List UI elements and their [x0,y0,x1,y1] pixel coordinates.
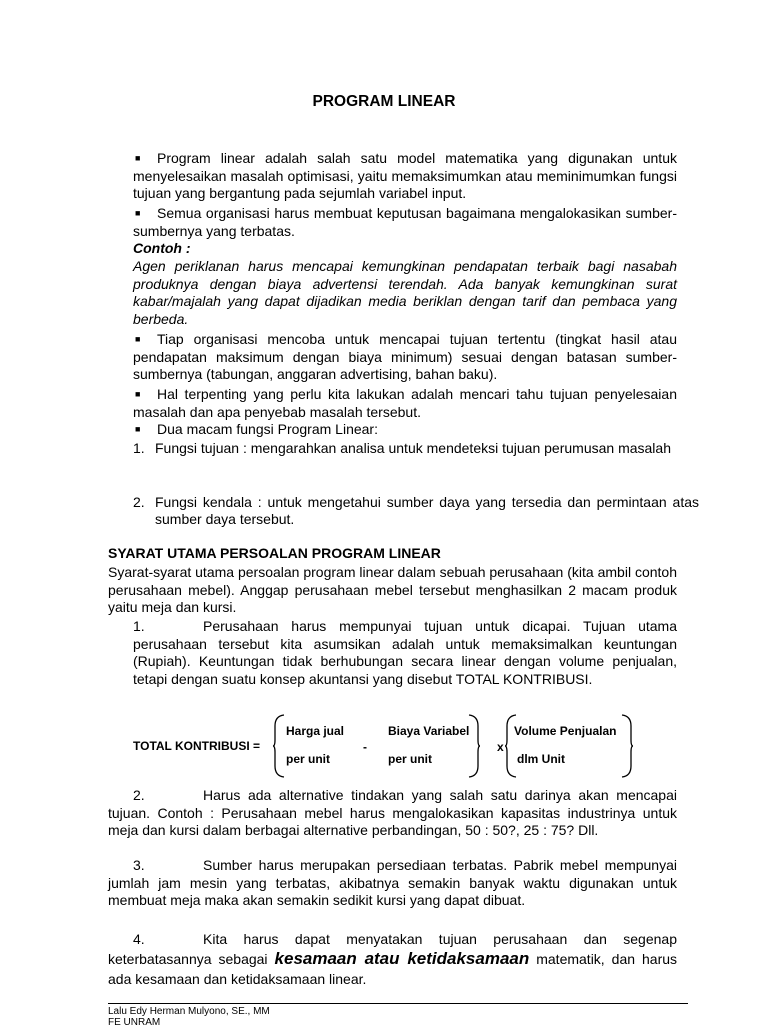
harga-jual-label: Harga jual [286,724,345,738]
point-text: Kita harus dapat menyatakan tujuan perusahaan dan segenap keterbatasannya sebagai [108,931,677,967]
example-text: Agen periklanan harus mencapai kemungkinan pendapatan terbaik bagi nasabah produknya dengan biaya advertensi terendah. Ada banyak kemungkinan surat kabar/majalah yang dapat dijadikan media beriklan dengan tarif dan pembaca yang berbeda. [133,258,677,327]
right-bracket-icon [621,714,633,778]
bullet-text: Hal terpenting yang perlu kita lakukan adalah mencari tahu tujuan penyelesaian masalah dan apa penyebab masalah tersebut. [133,386,677,420]
footer-divider [108,1003,688,1004]
per-unit-label: per unit [286,752,330,766]
bullet-text: Tiap organisasi mencoba untuk mencapai tujuan tertentu (tingkat hasil atau pendapatan maksimum dengan biaya minimum) sesuai dengan batasan sumber-sumbernya (tabungan, anggaran advertising, bahan baku). [133,331,677,382]
item-text: Fungsi kendala : untuk mengetahui sumber daya yang tersedia dan permintaan atas sumber daya tersebut. [155,493,699,527]
numbered-item [133,494,699,529]
footer-author: Lalu Edy Herman Mulyono, SE., MM [108,1006,270,1017]
bullet-text: Program linear adalah salah satu model matematika yang digunakan untuk menyelesaikan masalah optimisasi, yaitu memaksimumkan atau meminimumkan fungsi tujuan yang bergantung pada sejumlah variabel input. [133,150,677,201]
footer-institution: FE UNRAM [108,1017,161,1028]
item-number: 1. [133,440,145,456]
per-unit-label: per unit [388,752,432,766]
point-number: 2. [133,787,145,803]
left-bracket-icon [273,714,285,778]
item-number: 2. [133,493,145,510]
minus-sign: - [363,740,367,754]
footer [108,1006,270,1028]
bullet-item [133,386,677,421]
formula-lhs: TOTAL KONTRIBUSI = [133,739,261,753]
point-number: 4. [133,931,145,947]
bullet-text: Dua macam fungsi Program Linear: [157,421,378,437]
square-bullet-icon: ■ [135,153,141,163]
point-text: Harus ada alternative tindakan yang salah satu darinya akan mencapai tujuan. Contoh : Perusahaan mebel harus mengalokasikan kapasitas industrinya untuk meja dan kursi dalam berbagai alternative perbandingan, 50 : 50?, 25 : 75? Dll. [108,787,677,838]
point-text: matematik, dan harus ada kesamaan dan ketidaksamaan linear. [108,951,678,987]
times-sign: x [497,740,504,754]
numbered-item [133,440,699,458]
total-contribution-formula [133,714,653,780]
right-bracket-icon [468,714,480,778]
square-bullet-icon: ■ [135,208,141,218]
point-text: Sumber harus merupakan persediaan terbatas. Pabrik mebel mempunyai jumlah jam mesin yang terbatas, akibatnya semakin banyak waktu digunakan untuk membuat meja maka akan semakin sedikit kursi yang dapat dibuat. [108,857,677,908]
numbered-point [108,787,677,840]
bullet-item [133,205,677,240]
bullet-text: Semua organisasi harus membuat keputusan bagaimana mengalokasikan sumber-sumbernya yang terbatas. [133,205,677,239]
dlm-unit-label: dlm Unit [517,752,565,766]
point-text: Perusahaan harus mempunyai tujuan untuk dicapai. Tujuan utama perusahaan tersebut kita asumsikan adalah untuk memaksimalkan keuntungan (Rupiah). Keuntungan tidak berhubungan secara linear dengan volume penjualan, tetapi dengan suatu konsep akuntansi yang disebut TOTAL KONTRIBUSI. [133,618,677,687]
point-number: 3. [133,857,145,873]
item-text: Fungsi tujuan : mengarahkan analisa untuk mendeteksi tujuan perumusan masalah [155,440,671,456]
square-bullet-icon: ■ [135,334,141,344]
square-bullet-icon: ■ [135,389,141,399]
bullet-item [133,331,677,384]
numbered-point [133,618,677,688]
biaya-variabel-label: Biaya Variabel [388,724,470,738]
square-bullet-icon: ■ [135,424,141,434]
section-intro: Syarat-syarat utama persoalan program linear dalam sebuah perusahaan (kita ambil contoh perusahaan mebel). Anggap perusahaan mebel tersebut menghasilkan 2 macam produk yaitu meja dan kursi. [108,564,677,615]
page-title: PROGRAM LINEAR [312,93,456,110]
section-heading: SYARAT UTAMA PERSOALAN PROGRAM LINEAR [108,545,441,561]
bullet-item [133,421,677,439]
volume-label: Volume Penjualan [514,724,617,738]
bullet-item [133,150,677,203]
emphasized-text: kesamaan atau ketidaksamaan [274,949,530,968]
numbered-point [108,857,677,910]
example-label: Contoh : [133,240,191,256]
point-number: 1. [133,618,145,634]
numbered-point [108,929,677,989]
